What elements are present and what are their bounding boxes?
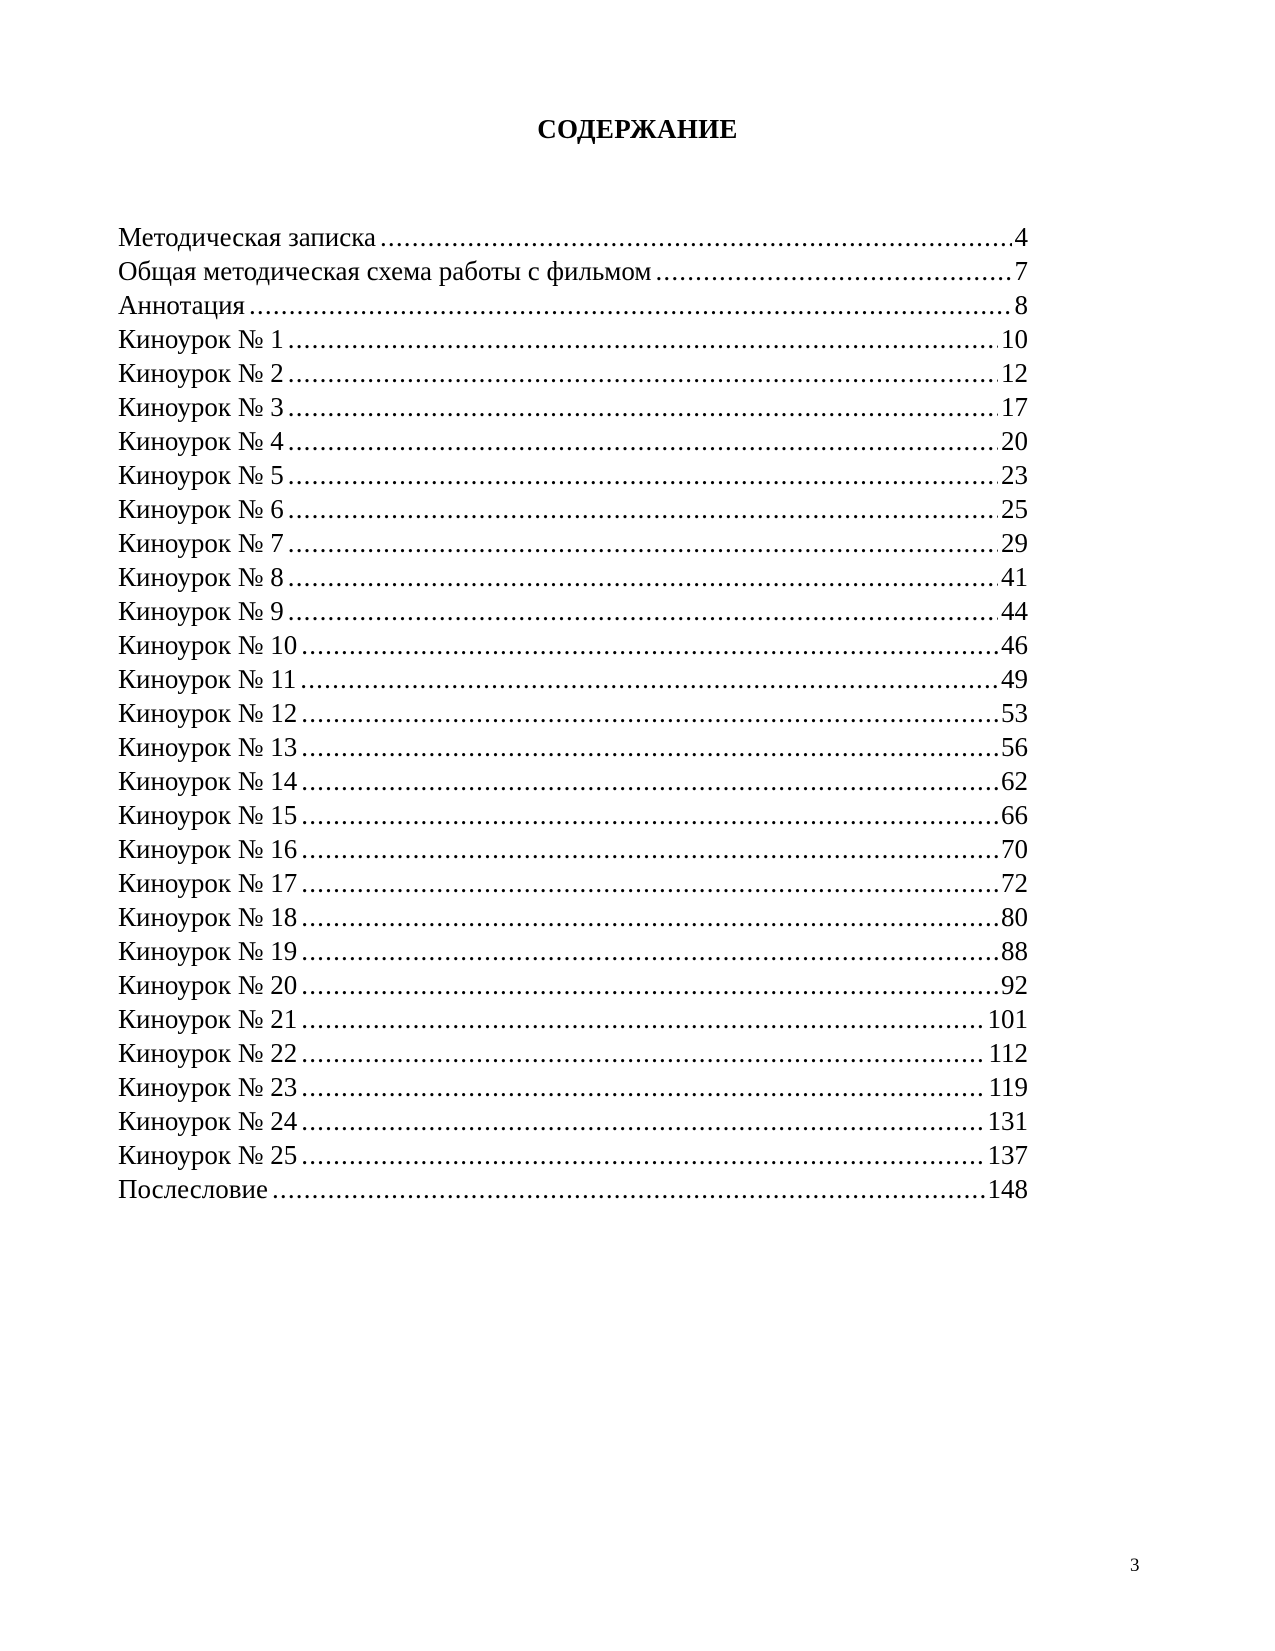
toc-entry-label: Киноурок № 2 xyxy=(118,358,284,388)
toc-entry-label: Киноурок № 6 xyxy=(118,494,284,524)
toc-entry-label: Киноурок № 25 xyxy=(118,1140,298,1170)
toc-entry-label: Киноурок № 24 xyxy=(118,1106,298,1136)
toc-entry-page: 44 xyxy=(1001,596,1028,626)
toc-entry-page: 112 xyxy=(988,1038,1028,1068)
toc-entry-label: Киноурок № 4 xyxy=(118,426,284,456)
toc-entry-label: Киноурок № 12 xyxy=(118,698,298,728)
toc-entry-label: Методическая записка xyxy=(118,222,376,252)
toc-entry[interactable] xyxy=(118,1002,1028,1036)
toc-entry[interactable] xyxy=(118,628,1028,662)
toc-entry-page: 29 xyxy=(1001,528,1028,558)
toc-entry-label: Киноурок № 23 xyxy=(118,1072,298,1102)
toc-entry-label: Киноурок № 15 xyxy=(118,800,298,830)
toc-entry[interactable] xyxy=(118,1138,1028,1172)
toc-dot-leader xyxy=(288,492,998,526)
toc-entry-page: 46 xyxy=(1001,630,1028,660)
toc-entry-page: 10 xyxy=(1001,324,1028,354)
toc-entry[interactable] xyxy=(118,798,1028,832)
toc-entry-page: 23 xyxy=(1001,460,1028,490)
toc-dot-leader xyxy=(288,424,998,458)
toc-dot-leader xyxy=(300,662,998,696)
toc-entry[interactable] xyxy=(118,560,1028,594)
toc-entry-label: Киноурок № 7 xyxy=(118,528,284,558)
toc-dot-leader xyxy=(301,900,998,934)
toc-dot-leader xyxy=(288,390,998,424)
toc-entry-label: Киноурок № 11 xyxy=(118,664,297,694)
toc-entry[interactable] xyxy=(118,390,1028,424)
toc-entry[interactable] xyxy=(118,1036,1028,1070)
toc-entry-page: 56 xyxy=(1001,732,1028,762)
toc-entry-label: Киноурок № 17 xyxy=(118,868,298,898)
toc-entry-page: 137 xyxy=(987,1140,1028,1170)
toc-entry-label: Киноурок № 13 xyxy=(118,732,298,762)
toc-dot-leader xyxy=(301,1070,985,1104)
toc-entry[interactable] xyxy=(118,968,1028,1002)
toc-dot-leader xyxy=(301,798,998,832)
toc-entry[interactable] xyxy=(118,934,1028,968)
toc-entry[interactable] xyxy=(118,866,1028,900)
toc-dot-leader xyxy=(301,934,998,968)
toc-entry[interactable] xyxy=(118,458,1028,492)
toc-entry[interactable] xyxy=(118,356,1028,390)
toc-entry-page: 148 xyxy=(987,1174,1028,1204)
toc-entry-label: Киноурок № 14 xyxy=(118,766,298,796)
toc-entry-label: Киноурок № 21 xyxy=(118,1004,298,1034)
toc-entry-label: Киноурок № 20 xyxy=(118,970,298,1000)
toc-dot-leader xyxy=(301,1036,985,1070)
toc-entry-label: Послесловие xyxy=(118,1174,268,1204)
toc-entry-page: 49 xyxy=(1001,664,1028,694)
toc-entry-page: 17 xyxy=(1001,392,1028,422)
toc-dot-leader xyxy=(301,1002,984,1036)
toc-dot-leader xyxy=(301,628,998,662)
toc-entry-page: 62 xyxy=(1001,766,1028,796)
toc-entry-label: Киноурок № 16 xyxy=(118,834,298,864)
toc-dot-leader xyxy=(301,866,998,900)
toc-dot-leader xyxy=(301,1138,984,1172)
toc-dot-leader xyxy=(288,526,998,560)
toc-entry-page: 12 xyxy=(1001,358,1028,388)
toc-entry[interactable] xyxy=(118,322,1028,356)
toc-dot-leader xyxy=(288,594,998,628)
toc-entry-page: 8 xyxy=(1014,290,1028,320)
toc-entry-page: 4 xyxy=(1014,222,1028,252)
toc-entry[interactable] xyxy=(118,254,1028,288)
toc-entry[interactable] xyxy=(118,1172,1028,1206)
toc-dot-leader xyxy=(249,288,1012,322)
toc-entry-page: 72 xyxy=(1001,868,1028,898)
toc-entry[interactable] xyxy=(118,764,1028,798)
toc-dot-leader xyxy=(301,1104,984,1138)
toc-entry-label: Киноурок № 9 xyxy=(118,596,284,626)
toc-dot-leader xyxy=(288,560,998,594)
toc-entry[interactable] xyxy=(118,662,1028,696)
toc-entry-label: Общая методическая схема работы с фильмом xyxy=(118,256,652,286)
toc-dot-leader xyxy=(288,322,998,356)
toc-dot-leader xyxy=(380,220,1012,254)
toc-entry-page: 101 xyxy=(987,1004,1028,1034)
toc-dot-leader xyxy=(301,832,998,866)
table-of-contents xyxy=(118,220,1028,1206)
toc-dot-leader xyxy=(301,696,998,730)
toc-entry-page: 119 xyxy=(988,1072,1028,1102)
toc-dot-leader xyxy=(655,254,1011,288)
toc-dot-leader xyxy=(301,764,998,798)
toc-entry[interactable] xyxy=(118,594,1028,628)
toc-entry-label: Киноурок № 1 xyxy=(118,324,284,354)
toc-entry-page: 131 xyxy=(987,1106,1028,1136)
toc-entry-page: 80 xyxy=(1001,902,1028,932)
toc-entry-page: 7 xyxy=(1014,256,1028,286)
toc-entry-label: Киноурок № 10 xyxy=(118,630,298,660)
toc-entry[interactable] xyxy=(118,492,1028,526)
toc-entry-label: Киноурок № 18 xyxy=(118,902,298,932)
toc-entry[interactable] xyxy=(118,1104,1028,1138)
page-number: 3 xyxy=(1130,1555,1140,1576)
toc-dot-leader xyxy=(272,1172,985,1206)
toc-entry-page: 92 xyxy=(1001,970,1028,1000)
toc-entry[interactable] xyxy=(118,696,1028,730)
toc-entry-page: 20 xyxy=(1001,426,1028,456)
toc-dot-leader xyxy=(301,968,998,1002)
toc-entry[interactable] xyxy=(118,424,1028,458)
toc-entry[interactable] xyxy=(118,900,1028,934)
toc-entry-label: Киноурок № 22 xyxy=(118,1038,298,1068)
toc-entry[interactable] xyxy=(118,220,1028,254)
toc-entry-page: 53 xyxy=(1001,698,1028,728)
toc-dot-leader xyxy=(301,730,998,764)
toc-entry-page: 88 xyxy=(1001,936,1028,966)
page-title: СОДЕРЖАНИЕ xyxy=(537,114,738,144)
toc-entry[interactable] xyxy=(118,1070,1028,1104)
toc-entry-label: Киноурок № 5 xyxy=(118,460,284,490)
toc-entry-label: Киноурок № 3 xyxy=(118,392,284,422)
toc-entry-page: 41 xyxy=(1001,562,1028,592)
toc-dot-leader xyxy=(288,458,998,492)
toc-entry[interactable] xyxy=(118,288,1028,322)
toc-entry-label: Киноурок № 8 xyxy=(118,562,284,592)
toc-entry[interactable] xyxy=(118,526,1028,560)
toc-entry[interactable] xyxy=(118,730,1028,764)
toc-entry[interactable] xyxy=(118,832,1028,866)
toc-entry-page: 25 xyxy=(1001,494,1028,524)
toc-dot-leader xyxy=(288,356,998,390)
toc-entry-page: 70 xyxy=(1001,834,1028,864)
toc-entry-label: Аннотация xyxy=(118,290,245,320)
toc-entry-page: 66 xyxy=(1001,800,1028,830)
toc-entry-label: Киноурок № 19 xyxy=(118,936,298,966)
